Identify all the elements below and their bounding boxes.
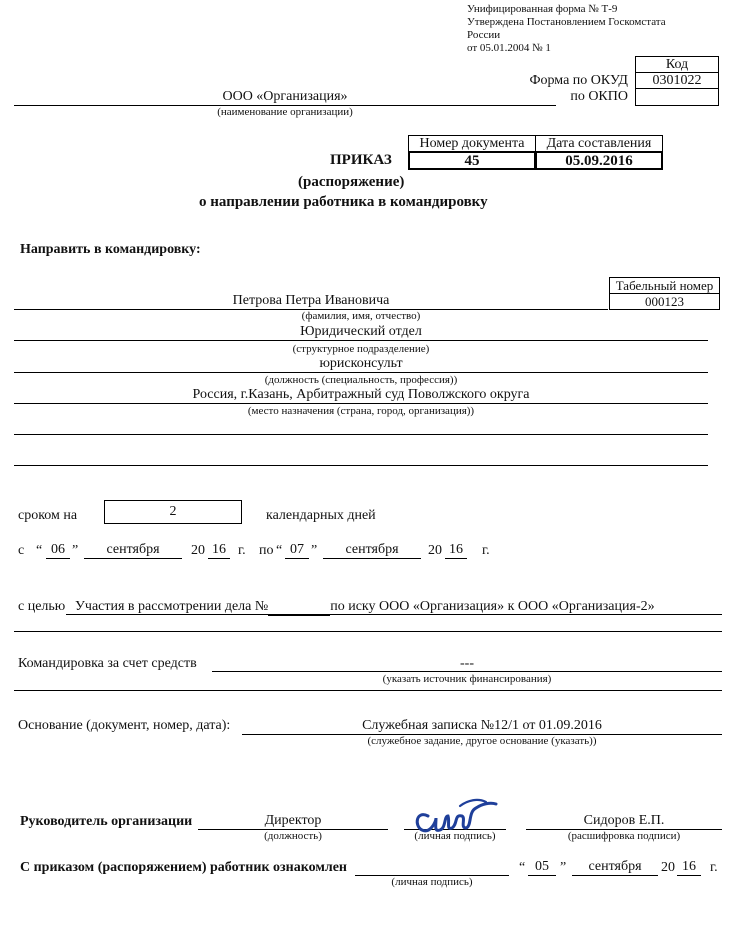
funding-label: Командировка за счет средств: [18, 656, 197, 671]
purpose-text: [75, 599, 655, 616]
to-year-prefix: 20: [428, 543, 442, 558]
from-day: 06: [46, 542, 70, 559]
to-year: 16: [445, 542, 467, 559]
from-month: сентября: [84, 542, 182, 559]
document-title: ПРИКАЗ: [330, 152, 392, 168]
okpo-label: по ОКПО: [570, 89, 628, 104]
purpose-text-part1: Участия в рассмотрении дела №: [75, 599, 269, 614]
blank-line-2: [14, 465, 708, 466]
from-prefix: с: [18, 543, 25, 558]
tab-number-label: Табельный номер: [609, 277, 720, 294]
tab-number: 000123: [609, 293, 720, 310]
doc-number-label: Номер документа: [408, 135, 536, 152]
to-prefix: по: [259, 543, 274, 558]
acknowledge-sign-caption: (личная подпись): [391, 876, 473, 888]
ack-year: 16: [677, 859, 701, 876]
term-days: 2: [104, 500, 242, 524]
form-line-4: от 05.01.2004 № 1: [467, 42, 551, 54]
form-line-3: России: [467, 29, 501, 41]
doc-date: 05.09.2016: [535, 151, 663, 170]
ack-open-quote: “: [519, 860, 526, 875]
department: Юридический отдел: [14, 324, 708, 341]
doc-date-label: Дата составления: [535, 135, 663, 152]
okud-value: 0301022: [635, 72, 719, 89]
purpose-text-part2: по иску ООО «Организация» к ООО «Организация-2»: [330, 599, 655, 614]
form-header: [467, 3, 666, 55]
term-days-label: календарных дней: [266, 508, 376, 523]
blank-line-1: [14, 434, 708, 435]
basis-label: Основание (документ, номер, дата):: [18, 718, 231, 733]
form-line-1: Унифицированная форма № Т-9: [467, 3, 618, 15]
ack-day: 05: [528, 859, 556, 876]
funding-line-2: [14, 690, 722, 691]
ack-year-prefix: 20: [661, 860, 675, 875]
to-day: 07: [285, 542, 309, 559]
document-subject: о направлении работника в командировку: [199, 194, 488, 210]
signature-scribble-icon: [406, 792, 502, 840]
head-position-caption: (должность): [264, 830, 322, 842]
to-month: сентября: [323, 542, 421, 559]
department-caption: (структурное подразделение): [292, 343, 430, 355]
from-year: 16: [208, 542, 230, 559]
employee-name: Петрова Петра Ивановича: [14, 293, 608, 310]
head-position: Директор: [198, 813, 388, 830]
purpose-line-2: [14, 631, 722, 632]
head-label: Руководитель организации: [20, 814, 193, 829]
term-label: сроком на: [18, 508, 78, 523]
position: юрисконсульт: [14, 356, 708, 373]
organization-name: ООО «Организация»: [14, 89, 556, 106]
destination: Россия, г.Казань, Арбитражный суд Поволжского округа: [14, 387, 708, 404]
case-number-blank: [268, 599, 330, 616]
from-year-prefix: 20: [191, 543, 205, 558]
section-title: Направить в командировку:: [20, 242, 201, 257]
destination-caption: (место назначения (страна, город, организация)): [247, 405, 475, 417]
from-close-quote: ”: [72, 543, 79, 558]
from-open-quote: “: [36, 543, 43, 558]
ack-close-quote: ”: [560, 860, 567, 875]
ack-month: сентября: [572, 859, 658, 876]
purpose-label: с целью: [18, 599, 66, 614]
funding-value: ---: [212, 656, 722, 672]
head-sign-caption: (личная подпись): [414, 830, 496, 842]
organization-caption: (наименование организации): [217, 106, 353, 118]
to-open-quote: “: [276, 543, 283, 558]
head-name: Сидоров Е.П.: [526, 813, 722, 830]
employee-name-caption: (фамилия, имя, отчество): [301, 310, 421, 322]
ack-year-suffix: г.: [710, 860, 718, 875]
to-close-quote: ”: [311, 543, 318, 558]
acknowledge-label: С приказом (распоряжением) работник ознакомлен: [20, 860, 347, 875]
kod-header: Код: [635, 56, 719, 73]
head-name-caption: (расшифровка подписи): [567, 830, 681, 842]
from-year-suffix: г.: [238, 543, 246, 558]
to-year-suffix: г.: [482, 543, 490, 558]
funding-caption: (указать источник финансирования): [382, 673, 552, 685]
position-caption: (должность (специальность, профессия)): [264, 374, 458, 386]
basis-caption: (служебное задание, другое основание (указать)): [367, 735, 597, 747]
okud-label: Форма по ОКУД: [529, 73, 628, 88]
basis-value: Служебная записка №12/1 от 01.09.2016: [242, 718, 722, 735]
doc-number: 45: [408, 151, 536, 170]
form-line-2: Утверждена Постановлением Госкомстата: [467, 16, 666, 28]
okpo-value: [635, 88, 719, 106]
document-subtitle: (распоряжение): [298, 174, 405, 190]
